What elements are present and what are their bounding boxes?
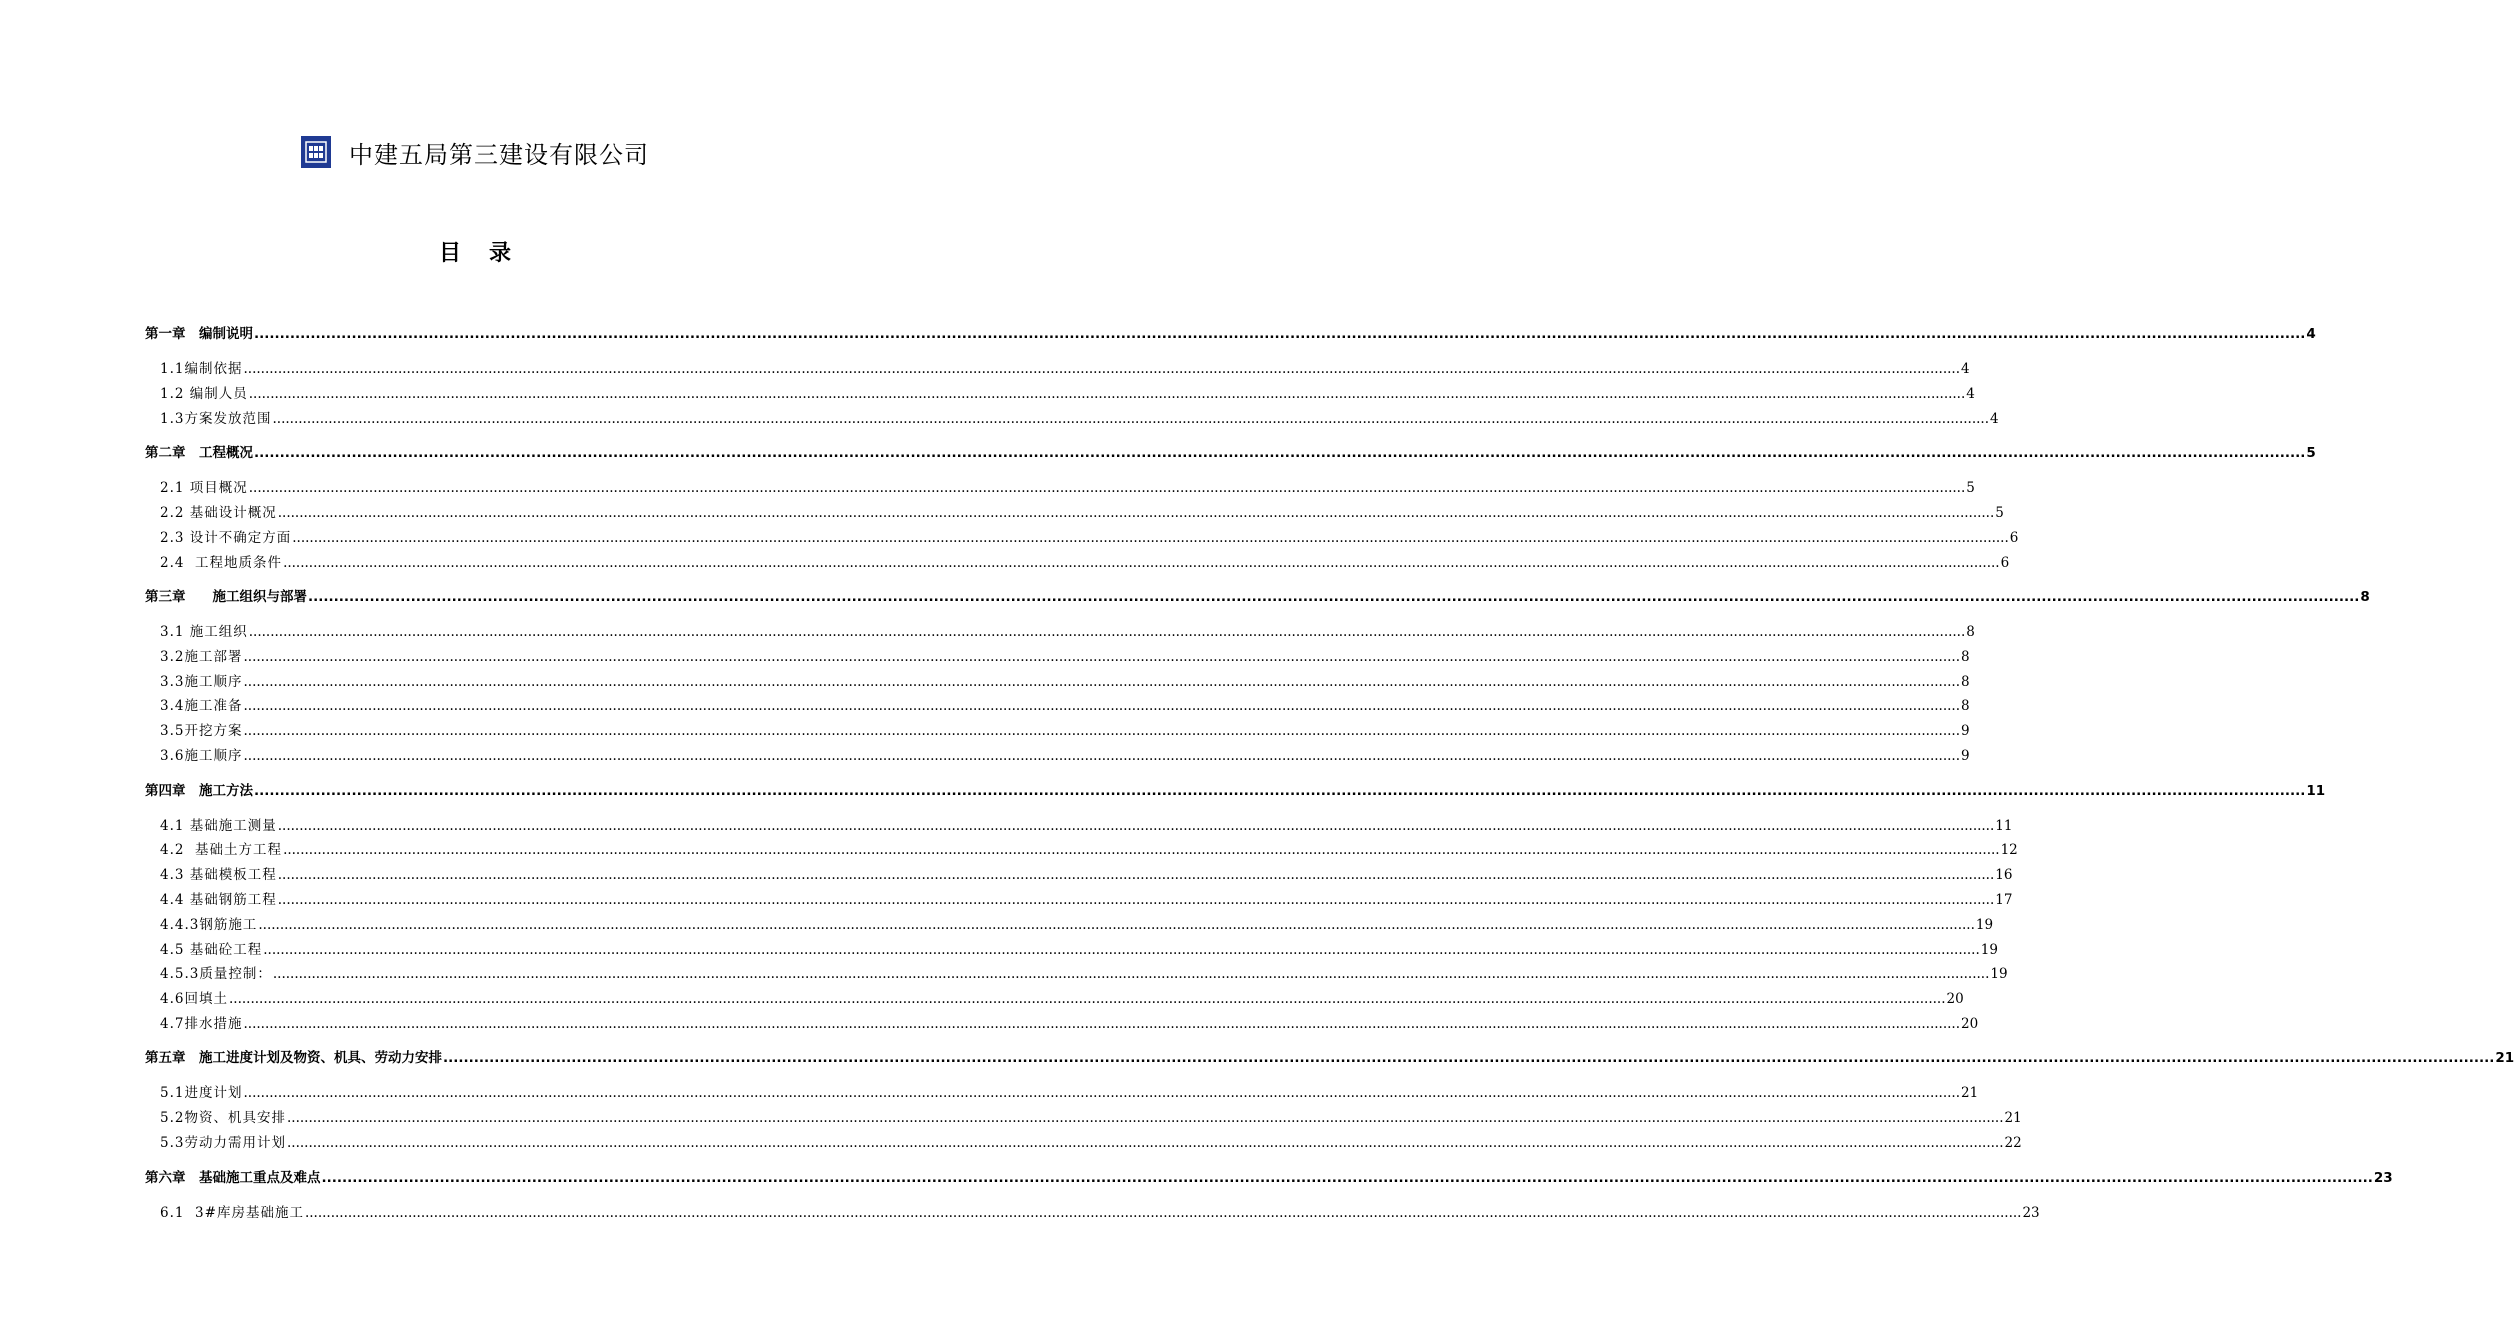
toc-page-number: 23	[2373, 1169, 2393, 1186]
company-name: 中建五局第三建设有限公司	[349, 140, 649, 169]
toc-entry-label: 5.1进度计划	[160, 1085, 243, 1102]
toc-entry-label: 3.2施工部署	[160, 648, 243, 665]
toc-section-entry[interactable]	[160, 692, 1970, 715]
page-title: 目录	[438, 241, 539, 266]
toc-dot-leader: ................................................................................................................................................................................................................................................................................................................................................................................................................	[321, 1169, 2373, 1186]
toc-entry-label: 4.1 基础施工测量	[160, 817, 277, 834]
toc-entry-label: 5.2物资、机具安排	[160, 1110, 286, 1127]
toc-dot-leader: ................................................................................................................................................................................................................................................................................................................................................................................................................	[243, 698, 1960, 715]
toc-entry-label: 5.3劳动力需用计划	[160, 1135, 286, 1151]
toc-page-number: 21	[2495, 1050, 2514, 1067]
toc-dot-leader: ................................................................................................................................................................................................................................................................................................................................................................................................................	[272, 966, 1990, 983]
toc-section-entry[interactable]	[160, 742, 1970, 764]
toc-section-entry[interactable]	[160, 1104, 2022, 1127]
toc-page-number: 8	[1966, 624, 1975, 640]
toc-dot-leader: ................................................................................................................................................................................................................................................................................................................................................................................................................	[254, 326, 2306, 342]
cscec-logo-icon	[301, 136, 331, 168]
document-header	[0, 134, 950, 170]
toc-entry-label: 2.2 基础设计概况	[160, 504, 277, 521]
toc-entry-label: 2.4 工程地质条件	[160, 554, 283, 571]
toc-dot-leader: ................................................................................................................................................................................................................................................................................................................................................................................................................	[292, 529, 2009, 546]
toc-entry-label: 第二章 工程概况	[145, 445, 253, 462]
toc-section-entry[interactable]	[160, 717, 1970, 740]
toc-page-number: 9	[1961, 748, 1970, 764]
toc-entry-label: 6.1 3#库房基础施工	[160, 1204, 304, 1221]
toc-chapter-entry[interactable]	[145, 777, 2326, 799]
toc-section-entry[interactable]	[160, 1199, 2040, 1221]
toc-entry-label: 4.7排水措施	[160, 1015, 243, 1032]
toc-entry-label: 3.1 施工组织	[160, 624, 248, 640]
toc-page-number: 12	[2000, 842, 2018, 859]
toc-chapter-entry[interactable]	[145, 583, 2370, 605]
toc-dot-leader: ................................................................................................................................................................................................................................................................................................................................................................................................................	[443, 1050, 2495, 1067]
toc-dot-leader: ................................................................................................................................................................................................................................................................................................................................................................................................................	[258, 916, 1975, 933]
toc-dot-leader: ................................................................................................................................................................................................................................................................................................................................................................................................................	[263, 941, 1980, 958]
toc-section-entry[interactable]	[160, 936, 1998, 958]
toc-dot-leader: ................................................................................................................................................................................................................................................................................................................................................................................................................	[248, 385, 1966, 402]
toc-chapter-entry[interactable]	[145, 320, 2316, 342]
toc-dot-leader: ................................................................................................................................................................................................................................................................................................................................................................................................................	[248, 624, 1966, 640]
toc-dot-leader: ................................................................................................................................................................................................................................................................................................................................................................................................................	[283, 842, 2000, 859]
toc-entry-label: 第五章 施工进度计划及物资、机具、劳动力安排	[145, 1050, 442, 1067]
toc-entry-label: 2.1 项目概况	[160, 480, 248, 497]
toc-section-entry[interactable]	[160, 668, 1970, 690]
toc-page-number: 19	[1975, 916, 1994, 933]
toc-entry-label: 3.5开挖方案	[160, 723, 243, 740]
toc-page-number: 23	[2022, 1204, 2040, 1221]
toc-dot-leader: ................................................................................................................................................................................................................................................................................................................................................................................................................	[243, 723, 1960, 740]
toc-entry-label: 4.5.3质量控制：	[160, 966, 272, 983]
toc-page-number: 8	[1961, 698, 1970, 715]
toc-chapter-entry[interactable]	[145, 439, 2316, 462]
toc-page-number: 19	[1980, 941, 1998, 958]
toc-entry-label: 4.5 基础砼工程	[160, 941, 263, 958]
toc-page-number: 6	[2000, 554, 2010, 571]
toc-dot-leader: ................................................................................................................................................................................................................................................................................................................................................................................................................	[308, 589, 2360, 605]
toc-dot-leader: ................................................................................................................................................................................................................................................................................................................................................................................................................	[243, 673, 1960, 690]
toc-page-number: 4	[2306, 326, 2316, 342]
toc-chapter-entry[interactable]	[145, 1164, 2393, 1186]
toc-page-number: 17	[1995, 891, 2013, 908]
toc-section-entry[interactable]	[160, 1079, 1979, 1102]
toc-dot-leader: ................................................................................................................................................................................................................................................................................................................................................................................................................	[228, 991, 1946, 1008]
toc-section-entry[interactable]	[160, 643, 1970, 665]
toc-dot-leader: ................................................................................................................................................................................................................................................................................................................................................................................................................	[304, 1204, 2022, 1221]
toc-entry-label: 第六章 基础施工重点及难点	[145, 1169, 321, 1186]
toc-dot-leader: ................................................................................................................................................................................................................................................................................................................................................................................................................	[243, 361, 1960, 377]
toc-page-number: 20	[1946, 991, 1964, 1008]
toc-section-entry[interactable]	[160, 886, 2013, 908]
toc-page-number: 11	[1995, 817, 2013, 834]
toc-dot-leader: ................................................................................................................................................................................................................................................................................................................................................................................................................	[286, 1110, 2004, 1127]
toc-section-entry[interactable]	[160, 474, 1975, 497]
toc-entry-label: 1.3方案发放范围	[160, 410, 272, 427]
toc-entry-label: 4.4 基础钢筋工程	[160, 891, 277, 908]
toc-page-number: 5	[1966, 480, 1975, 497]
toc-page-number: 8	[1961, 648, 1970, 665]
logo-glyph	[305, 141, 327, 163]
toc-entry-label: 1.2 编制人员	[160, 385, 248, 402]
toc-page-number: 22	[2004, 1135, 2022, 1151]
toc-dot-leader: ................................................................................................................................................................................................................................................................................................................................................................................................................	[243, 1085, 1960, 1102]
toc-page-number: 19	[1990, 966, 2008, 983]
toc-entry-label: 4.6回填土	[160, 991, 228, 1008]
toc-dot-leader: ................................................................................................................................................................................................................................................................................................................................................................................................................	[277, 504, 1995, 521]
toc-page-number: 20	[1961, 1015, 1979, 1032]
toc-entry-label: 4.2 基础土方工程	[160, 842, 283, 859]
toc-entry-label: 2.3 设计不确定方面	[160, 529, 292, 546]
toc-page-number: 5	[2306, 445, 2316, 462]
toc-dot-leader: ................................................................................................................................................................................................................................................................................................................................................................................................................	[243, 648, 1960, 665]
toc-page-number: 4	[1990, 410, 1999, 427]
toc-section-entry[interactable]	[160, 549, 2010, 571]
toc-page-number: 5	[1995, 504, 2004, 521]
toc-section-entry[interactable]	[160, 960, 2008, 983]
toc-dot-leader: ................................................................................................................................................................................................................................................................................................................................................................................................................	[277, 891, 1995, 908]
toc-dot-leader: ................................................................................................................................................................................................................................................................................................................................................................................................................	[283, 554, 2000, 571]
toc-dot-leader: ................................................................................................................................................................................................................................................................................................................................................................................................................	[254, 445, 2306, 462]
toc-section-entry[interactable]	[160, 1129, 2022, 1151]
toc-entry-label: 3.6施工顺序	[160, 748, 243, 764]
toc-section-entry[interactable]	[160, 861, 2013, 884]
toc-page-number: 8	[1961, 673, 1970, 690]
toc-entry-label: 3.4施工准备	[160, 698, 243, 715]
toc-section-entry[interactable]	[160, 499, 2004, 521]
toc-entry-label: 1.1编制依据	[160, 361, 243, 377]
toc-page-number: 4	[1966, 385, 1975, 402]
toc-page-number: 9	[1961, 723, 1970, 740]
toc-section-entry[interactable]	[160, 911, 1994, 933]
toc-page-number: 4	[1961, 361, 1970, 377]
toc-section-entry[interactable]	[160, 380, 1975, 402]
toc-page-number: 16	[1995, 867, 2013, 884]
toc-dot-leader: ................................................................................................................................................................................................................................................................................................................................................................................................................	[248, 480, 1966, 497]
toc-entry-label: 4.4.3钢筋施工	[160, 916, 258, 933]
toc-dot-leader: ................................................................................................................................................................................................................................................................................................................................................................................................................	[277, 817, 1995, 834]
toc-entry-label: 第三章 施工组织与部署	[145, 589, 307, 605]
toc-dot-leader: ................................................................................................................................................................................................................................................................................................................................................................................................................	[286, 1135, 2004, 1151]
toc-page-number: 8	[2360, 589, 2370, 605]
toc-dot-leader: ................................................................................................................................................................................................................................................................................................................................................................................................................	[272, 410, 1989, 427]
toc-dot-leader: ................................................................................................................................................................................................................................................................................................................................................................................................................	[277, 867, 1995, 884]
toc-dot-leader: ................................................................................................................................................................................................................................................................................................................................................................................................................	[243, 748, 1960, 764]
toc-entry-label: 第四章 施工方法	[145, 782, 253, 799]
toc-section-entry[interactable]	[160, 355, 1970, 377]
toc-entry-label: 3.3施工顺序	[160, 673, 243, 690]
toc-entry-label: 第一章 编制说明	[145, 326, 253, 342]
toc-section-entry[interactable]	[160, 618, 1975, 640]
toc-section-entry[interactable]	[160, 524, 2019, 546]
toc-section-entry[interactable]	[160, 1010, 1979, 1032]
toc-page-number: 6	[2009, 529, 2019, 546]
toc-page-number: 21	[2004, 1110, 2022, 1127]
toc-section-entry[interactable]	[160, 985, 1964, 1008]
toc-section-entry[interactable]	[160, 405, 1999, 427]
toc-dot-leader: ................................................................................................................................................................................................................................................................................................................................................................................................................	[254, 782, 2306, 799]
toc-section-entry[interactable]	[160, 812, 2013, 834]
toc-section-entry[interactable]	[160, 836, 2018, 859]
toc-chapter-entry[interactable]	[145, 1044, 2514, 1067]
toc-entry-label: 4.3 基础模板工程	[160, 867, 277, 884]
toc-page-number: 11	[2306, 782, 2326, 799]
toc-page-number: 21	[1961, 1085, 1979, 1102]
toc-dot-leader: ................................................................................................................................................................................................................................................................................................................................................................................................................	[243, 1015, 1960, 1032]
